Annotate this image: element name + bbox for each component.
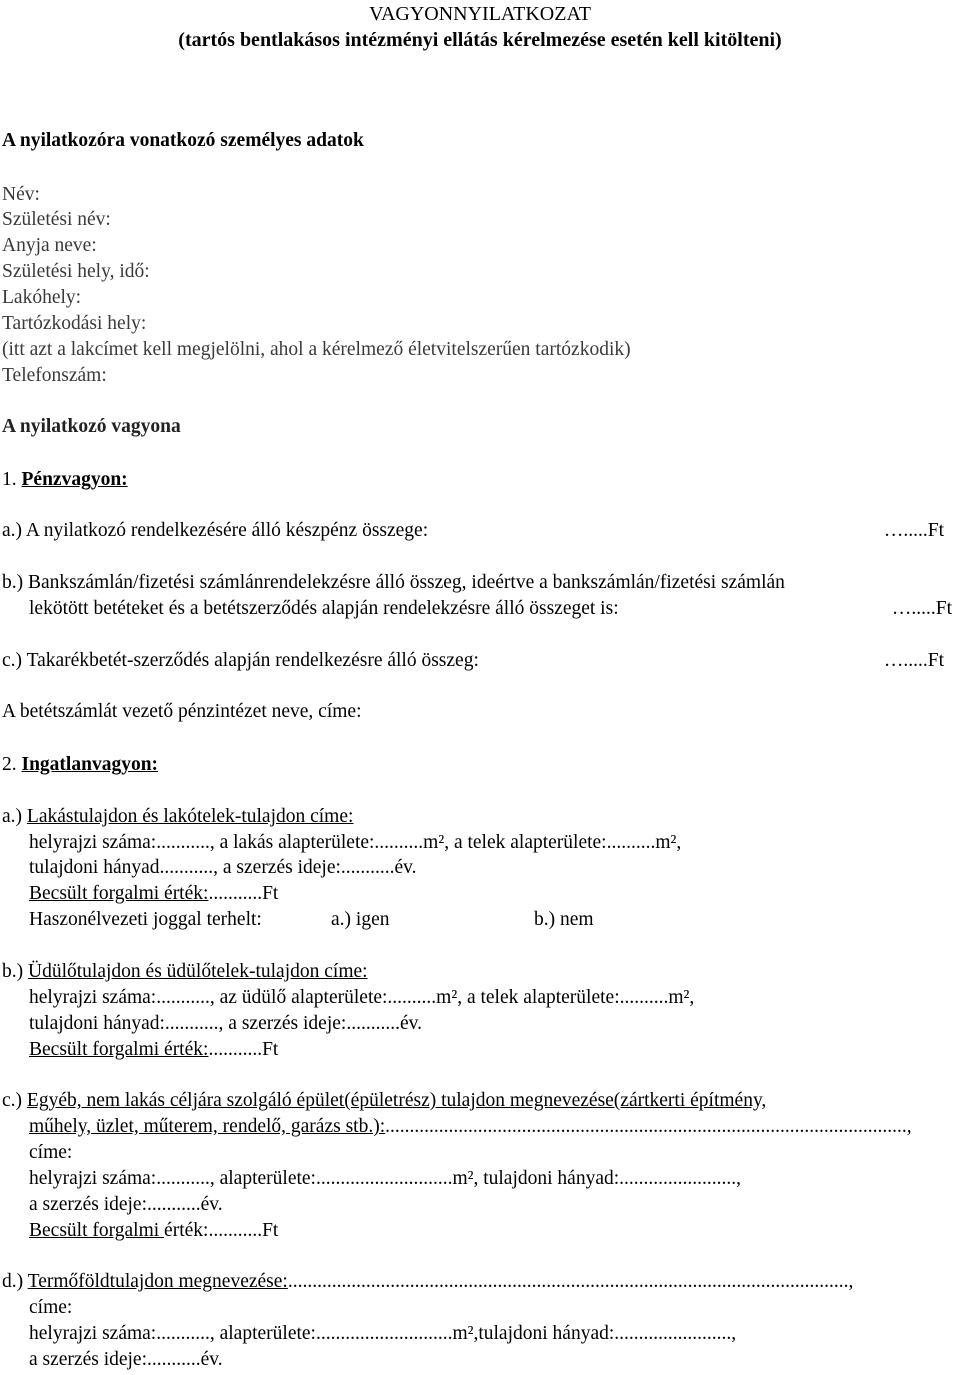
field-note: (itt azt a lakcímet kell megjelölni, ahol a kérelmező életvitelszerűen tartózkodik) — [2, 339, 631, 360]
re-c-title1: Egyéb, nem lakás céljára szolgáló épület(épületrész) tulajdon megnevezése(zártkerti építmény, — [26, 1090, 767, 1111]
re-c-est-label: Becsült forgalmi — [29, 1220, 165, 1241]
re-c-title2-dots: ..........................................................................................................., — [385, 1116, 912, 1137]
re-a-est-label: Becsült forgalmi érték: — [29, 883, 209, 904]
realestate-number: 2. — [2, 754, 17, 775]
field-stay: Tartózkodási hely: — [2, 313, 147, 334]
money-title: Pénzvagyon: — [21, 469, 128, 490]
money-heading — [2, 470, 128, 490]
re-a-usufruct-label: Haszonélvezeti joggal terhelt: — [29, 909, 262, 930]
realestate-heading — [2, 755, 158, 775]
money-b-text2: lekötött betéteket és a betétszerződés alapján rendelekzésre álló összeget is: — [29, 598, 619, 619]
re-d-dots: ..................................................................................................................., — [287, 1271, 854, 1292]
money-a-row — [2, 521, 952, 541]
re-c-line2: a szerzés ideje:...........év. — [29, 1194, 223, 1215]
money-number: 1. — [2, 469, 17, 490]
re-d-heading — [2, 1272, 853, 1292]
field-residence: Lakóhely: — [2, 287, 82, 308]
re-b-est-label: Becsült forgalmi érték: — [29, 1039, 209, 1060]
money-b-row2 — [29, 599, 952, 619]
money-c-label: c.) — [2, 650, 23, 671]
re-b-estimate — [29, 1040, 278, 1060]
re-a-option-no[interactable]: b.) nem — [534, 909, 594, 930]
document-title: VAGYONNYILATKOZAT — [369, 3, 591, 25]
document-subtitle: (tartós bentlakásos intézményi ellátás kérelmezése esetén kell kitölteni) — [178, 29, 782, 51]
money-b-label: b.) — [2, 572, 24, 593]
re-d-line1: helyrajzi száma:..........., alapterülete:............................m²,tulajdoni hányad:........................, — [29, 1323, 737, 1344]
realestate-title: Ingatlanvagyon: — [21, 754, 159, 775]
re-c-line1: helyrajzi száma:..........., alapterülete:............................m², tulajdoni hányad:........................, — [29, 1168, 742, 1189]
re-c-heading — [2, 1091, 766, 1111]
re-b-line2: tulajdoni hányad:..........., a szerzés ideje:...........év. — [29, 1013, 422, 1034]
money-b-row — [2, 573, 785, 593]
re-a-line2: tulajdoni hányad..........., a szerzés ideje:...........év. — [29, 857, 417, 878]
money-c-row — [2, 651, 952, 671]
re-a-line1: helyrajzi száma:..........., a lakás alapterülete:..........m², a telek alapterülete:..........m², — [29, 832, 682, 853]
money-a-label: a.) — [2, 520, 23, 541]
re-c-estimate — [29, 1221, 278, 1241]
re-c-est-label2: érték: — [164, 1220, 209, 1241]
re-b-label: b.) — [2, 961, 24, 982]
re-d-line2: a szerzés ideje:...........év. — [29, 1349, 223, 1370]
bank-name-line: A betétszámlát vezető pénzintézet neve, címe: — [2, 701, 362, 722]
re-b-line1: helyrajzi száma:..........., az üdülő alapterülete:..........m², a telek alapterülete:..........m², — [29, 987, 695, 1008]
re-c-est-value: ...........Ft — [208, 1220, 279, 1241]
re-a-estimate — [29, 884, 278, 904]
re-c-address: címe: — [29, 1142, 73, 1163]
field-mother-name: Anyja neve: — [2, 235, 97, 256]
re-b-title: Üdülőtulajdon és üdülőtelek-tulajdon címe: — [28, 961, 368, 982]
re-d-title: Termőföldtulajdon megnevezése: — [27, 1271, 288, 1292]
money-c-text: Takarékbetét-szerződés alapján rendelkezésre álló összeg: — [26, 650, 479, 671]
field-phone: Telefonszám: — [2, 365, 107, 386]
re-a-title: Lakástulajdon és lakótelek-tulajdon címe: — [26, 806, 354, 827]
field-birth-name: Születési név: — [2, 209, 111, 230]
field-birth-place: Születési hely, idő: — [2, 261, 150, 282]
re-a-option-yes[interactable]: a.) igen — [331, 909, 390, 930]
money-b-value: ….....Ft — [891, 598, 952, 619]
re-a-heading — [2, 807, 353, 827]
money-b-text: Bankszámlán/fizetési számlánrendelekzésre álló összeg, ideértve a bankszámlán/fizetési számlán — [28, 572, 785, 593]
re-a-label: a.) — [2, 806, 23, 827]
re-a-est-value: ...........Ft — [208, 883, 279, 904]
re-d-address: címe: — [29, 1297, 73, 1318]
re-b-heading — [2, 962, 368, 982]
re-c-title2: műhely, üzlet, műterem, rendelő, garázs stb.): — [29, 1116, 386, 1137]
re-b-est-value: ...........Ft — [208, 1039, 279, 1060]
field-name: Név: — [2, 184, 40, 205]
re-c-heading-2 — [29, 1117, 912, 1137]
assets-heading: A nyilatkozó vagyona — [2, 416, 181, 437]
re-c-label: c.) — [2, 1090, 23, 1111]
money-a-value: ….....Ft — [883, 520, 944, 541]
money-c-value: ….....Ft — [883, 650, 944, 671]
money-a-text: A nyilatkozó rendelkezésére álló készpénz összege: — [25, 520, 429, 541]
personal-heading: A nyilatkozóra vonatkozó személyes adatok — [2, 130, 364, 151]
re-d-label: d.) — [2, 1271, 24, 1292]
